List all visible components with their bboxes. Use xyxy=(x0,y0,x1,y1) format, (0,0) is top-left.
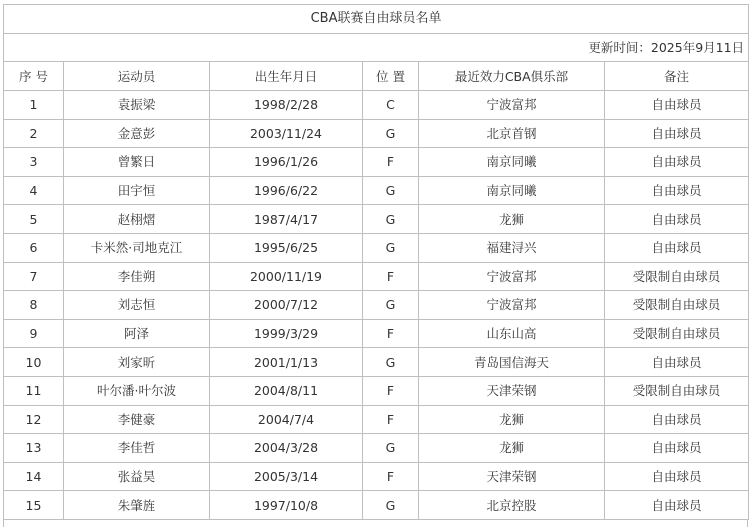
table-row xyxy=(4,91,749,120)
cell-club: 北京首钢 xyxy=(419,119,605,148)
table-row xyxy=(4,348,749,377)
cell-club: 宁波富邦 xyxy=(419,91,605,120)
cell-position: G xyxy=(363,119,419,148)
cell-player: 金意彭 xyxy=(64,119,210,148)
cell-player: 阿泽 xyxy=(64,319,210,348)
cell-no: 8 xyxy=(4,291,64,320)
table-row xyxy=(4,148,749,177)
cell-player: 朱肇旌 xyxy=(64,491,210,520)
free-agent-table xyxy=(3,4,749,520)
update-date: 2025年9月11日 xyxy=(650,40,745,55)
table-continuation-edge xyxy=(3,520,748,527)
table-row xyxy=(4,319,749,348)
cell-note: 受限制自由球员 xyxy=(605,262,749,291)
column-header-row xyxy=(4,62,749,91)
cell-birthdate: 2001/1/13 xyxy=(210,348,363,377)
column-header-player: 运动员 xyxy=(64,62,210,91)
cell-birthdate: 1997/10/8 xyxy=(210,491,363,520)
cell-birthdate: 1995/6/25 xyxy=(210,233,363,262)
cell-note: 自由球员 xyxy=(605,491,749,520)
cell-club: 南京同曦 xyxy=(419,176,605,205)
cell-note: 自由球员 xyxy=(605,91,749,120)
cell-birthdate: 2004/7/4 xyxy=(210,405,363,434)
cell-club: 龙狮 xyxy=(419,205,605,234)
table-row xyxy=(4,262,749,291)
cell-note: 自由球员 xyxy=(605,434,749,463)
cell-club: 南京同曦 xyxy=(419,148,605,177)
cell-no: 4 xyxy=(4,176,64,205)
cell-birthdate: 1987/4/17 xyxy=(210,205,363,234)
column-header-position: 位 置 xyxy=(363,62,419,91)
cell-note: 受限制自由球员 xyxy=(605,376,749,405)
cell-position: G xyxy=(363,491,419,520)
cell-birthdate: 2000/11/19 xyxy=(210,262,363,291)
cell-club: 宁波富邦 xyxy=(419,262,605,291)
cell-no: 10 xyxy=(4,348,64,377)
cell-player: 刘家昕 xyxy=(64,348,210,377)
cell-birthdate: 1996/1/26 xyxy=(210,148,363,177)
cell-birthdate: 2004/3/28 xyxy=(210,434,363,463)
update-time xyxy=(4,34,749,62)
cell-position: F xyxy=(363,262,419,291)
cell-position: G xyxy=(363,291,419,320)
cell-position: F xyxy=(363,405,419,434)
cell-position: F xyxy=(363,319,419,348)
cell-birthdate: 2003/11/24 xyxy=(210,119,363,148)
cell-note: 自由球员 xyxy=(605,405,749,434)
column-header-note: 备注 xyxy=(605,62,749,91)
cell-position: C xyxy=(363,91,419,120)
cell-no: 13 xyxy=(4,434,64,463)
column-header-birthdate: 出生年月日 xyxy=(210,62,363,91)
cell-birthdate: 2000/7/12 xyxy=(210,291,363,320)
cell-position: G xyxy=(363,434,419,463)
cell-club: 龙狮 xyxy=(419,434,605,463)
column-header-no: 序 号 xyxy=(4,62,64,91)
cell-club: 山东山高 xyxy=(419,319,605,348)
cell-player: 李佳哲 xyxy=(64,434,210,463)
cell-note: 自由球员 xyxy=(605,176,749,205)
cell-club: 福建浔兴 xyxy=(419,233,605,262)
table-row xyxy=(4,291,749,320)
update-label: 更新时间： xyxy=(588,40,651,55)
cell-position: F xyxy=(363,376,419,405)
cell-note: 自由球员 xyxy=(605,205,749,234)
table-row xyxy=(4,233,749,262)
table-row xyxy=(4,205,749,234)
cell-note: 自由球员 xyxy=(605,462,749,491)
cell-no: 7 xyxy=(4,262,64,291)
table-row xyxy=(4,491,749,520)
cell-club: 北京控股 xyxy=(419,491,605,520)
cell-no: 6 xyxy=(4,233,64,262)
cell-club: 龙狮 xyxy=(419,405,605,434)
cell-position: G xyxy=(363,205,419,234)
cell-player: 张益昊 xyxy=(64,462,210,491)
cell-note: 自由球员 xyxy=(605,348,749,377)
cell-birthdate: 2005/3/14 xyxy=(210,462,363,491)
table-row xyxy=(4,376,749,405)
cell-no: 5 xyxy=(4,205,64,234)
cell-position: G xyxy=(363,176,419,205)
cell-note: 受限制自由球员 xyxy=(605,319,749,348)
cell-player: 曾繁日 xyxy=(64,148,210,177)
table-title: CBA联赛自由球员名单 xyxy=(4,5,749,34)
cell-club: 天津荣钢 xyxy=(419,376,605,405)
cell-position: G xyxy=(363,233,419,262)
table-row xyxy=(4,176,749,205)
table-row xyxy=(4,405,749,434)
cell-player: 刘志恒 xyxy=(64,291,210,320)
cell-player: 袁振梁 xyxy=(64,91,210,120)
free-agent-sheet xyxy=(3,4,748,520)
table-row xyxy=(4,462,749,491)
cell-position: G xyxy=(363,348,419,377)
cell-no: 3 xyxy=(4,148,64,177)
cell-note: 受限制自由球员 xyxy=(605,291,749,320)
cell-no: 1 xyxy=(4,91,64,120)
cell-position: F xyxy=(363,148,419,177)
cell-position: F xyxy=(363,462,419,491)
cell-player: 李健豪 xyxy=(64,405,210,434)
cell-birthdate: 1996/6/22 xyxy=(210,176,363,205)
cell-note: 自由球员 xyxy=(605,119,749,148)
table-row xyxy=(4,119,749,148)
cell-note: 自由球员 xyxy=(605,148,749,177)
cell-player: 赵栩熠 xyxy=(64,205,210,234)
cell-no: 12 xyxy=(4,405,64,434)
cell-note: 自由球员 xyxy=(605,233,749,262)
cell-birthdate: 1999/3/29 xyxy=(210,319,363,348)
cell-player: 卡米然·司地克江 xyxy=(64,233,210,262)
cell-player: 田宇恒 xyxy=(64,176,210,205)
cell-no: 15 xyxy=(4,491,64,520)
cell-player: 叶尔潘·叶尔波 xyxy=(64,376,210,405)
column-header-club: 最近效力CBA俱乐部 xyxy=(419,62,605,91)
cell-club: 宁波富邦 xyxy=(419,291,605,320)
cell-no: 9 xyxy=(4,319,64,348)
cell-birthdate: 2004/8/11 xyxy=(210,376,363,405)
table-row xyxy=(4,434,749,463)
cell-no: 2 xyxy=(4,119,64,148)
cell-club: 青岛国信海天 xyxy=(419,348,605,377)
cell-birthdate: 1998/2/28 xyxy=(210,91,363,120)
cell-player: 李佳朔 xyxy=(64,262,210,291)
cell-no: 11 xyxy=(4,376,64,405)
cell-club: 天津荣钢 xyxy=(419,462,605,491)
cell-no: 14 xyxy=(4,462,64,491)
